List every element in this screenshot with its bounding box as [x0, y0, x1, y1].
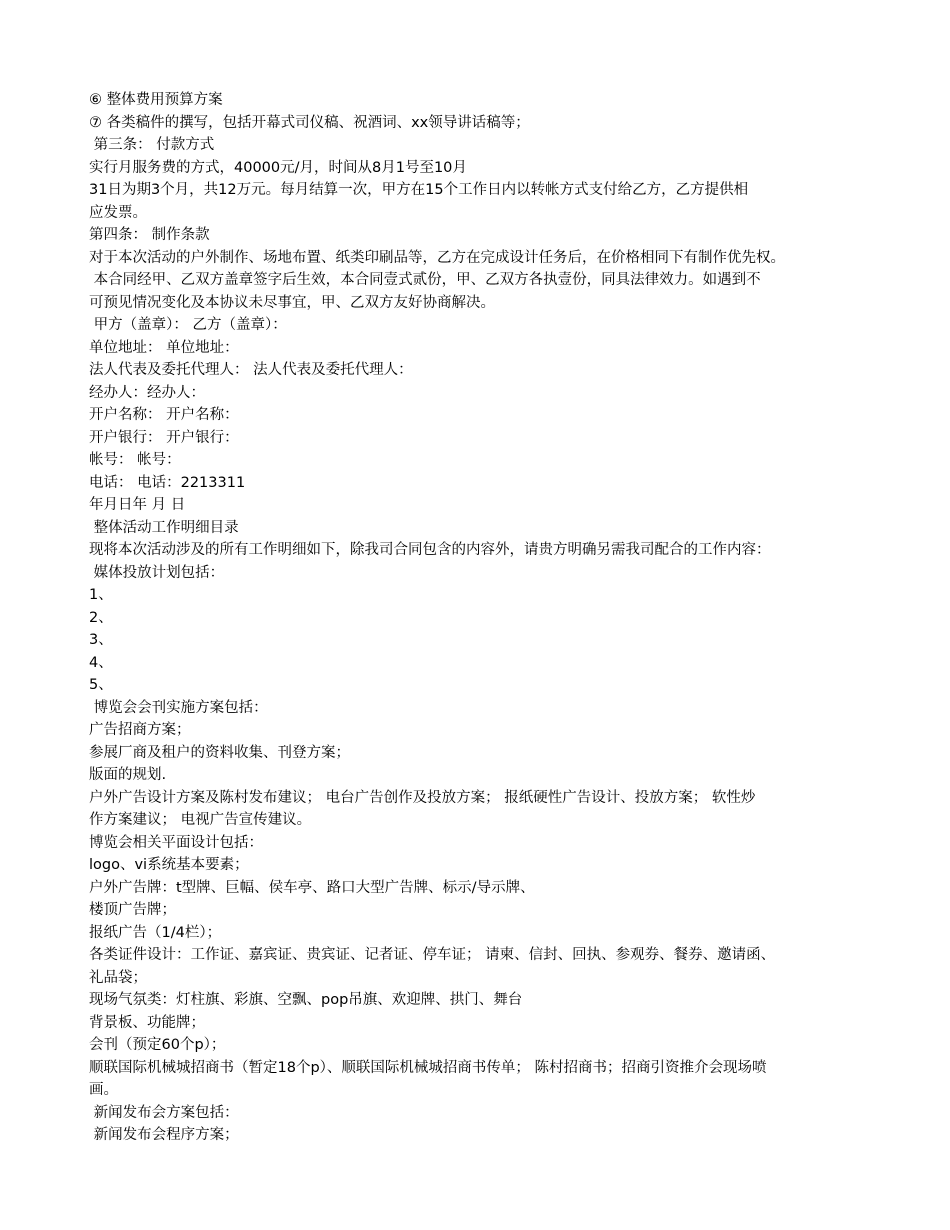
- text-line: 博览会相关平面设计包括：: [89, 834, 263, 851]
- date-line: 年月日年 月 日: [89, 497, 186, 513]
- text-line: 户外广告设计方案及陈村发布建议； 电台广告创作及投放方案； 报纸硬性广告设计、投放方案； 软性炒: [89, 789, 756, 806]
- text-line: 背景板、功能牌；: [89, 1014, 205, 1031]
- list-item: 1、: [89, 587, 113, 603]
- section-heading: 媒体投放计划包括：: [89, 564, 225, 581]
- list-item: 2、: [89, 609, 113, 626]
- text-line: 新闻发布会程序方案；: [89, 1127, 239, 1143]
- text-line: 参展厂商及租户的资料收集、刊登方案；: [89, 744, 350, 761]
- text-line: 应发票。: [89, 204, 147, 221]
- text-line: 版面的规划.: [89, 767, 167, 783]
- list-item: 4、: [89, 654, 113, 671]
- section-heading: 博览会会刊实施方案包括：: [89, 699, 268, 716]
- section-heading: 新闻发布会方案包括：: [89, 1104, 239, 1121]
- document-body: [89, 89, 859, 1147]
- text-line: 现将本次活动涉及的所有工作明细如下，除我司合同包含的内容外，请贵方明确另需我司配合的工作内容：: [89, 542, 771, 558]
- form-field-line: 开户银行： 开户银行：: [89, 429, 239, 446]
- form-field-line: 帐号： 帐号：: [89, 452, 181, 468]
- text-line: ⑥ 整体费用预算方案: [89, 92, 223, 108]
- form-field-line: 经办人：经办人：: [89, 384, 205, 401]
- text-line: ⑦ 各类稿件的撰写，包括开幕式司仪稿、祝酒词、xx领导讲话稿等；: [89, 114, 530, 131]
- section-heading: 整体活动工作明细目录: [89, 519, 239, 536]
- list-item: 5、: [89, 677, 113, 693]
- text-line: 画。: [89, 1082, 118, 1098]
- text-line: 实行月服务费的方式，40000元/月，时间从8月1号至10月: [89, 159, 467, 176]
- text-line: 31日为期3个月，共12万元。每月结算一次，甲方在15个工作日内以转帐方式支付给乙方，乙方提供相: [89, 182, 749, 198]
- text-line: 户外广告牌：t型牌、巨幅、侯车亭、路口大型广告牌、标示/导示牌、: [89, 879, 535, 896]
- text-line: 楼顶广告牌；: [89, 902, 176, 918]
- list-item: 3、: [89, 632, 113, 648]
- text-line: 会刊（预定60个p）；: [89, 1037, 226, 1053]
- text-line: 作方案建议； 电视广告宣传建议。: [89, 812, 312, 828]
- form-field-line: 法人代表及委托代理人： 法人代表及委托代理人：: [89, 362, 413, 378]
- form-field-line: 开户名称： 开户名称：: [89, 407, 239, 423]
- text-line: 礼品袋；: [89, 969, 147, 986]
- section-heading: 第三条： 付款方式: [89, 137, 215, 153]
- text-line: 顺联国际机械城招商书（暂定18个p）、顺联国际机械城招商书传单； 陈村招商书；招商引资推介会现场喷: [89, 1059, 767, 1076]
- text-line: 可预见情况变化及本协议未尽事宜，甲、乙双方友好协商解决。: [89, 294, 495, 311]
- text-line: 各类证件设计：工作证、嘉宾证、贵宾证、记者证、停车证； 请柬、信封、回执、参观券、餐券、邀请函、: [89, 947, 776, 963]
- text-line: logo、vi系统基本要素；: [89, 857, 249, 873]
- text-line: 现场气氛类：灯柱旗、彩旗、空飘、pop吊旗、欢迎牌、拱门、舞台: [89, 992, 523, 1008]
- signature-line: 甲方（盖章）： 乙方（盖章）：: [89, 317, 287, 333]
- form-field-line: 单位地址： 单位地址：: [89, 339, 239, 356]
- text-line: 报纸广告（1/4栏）；: [89, 924, 222, 941]
- form-field-line: 电话： 电话：2213311: [89, 474, 246, 491]
- text-line: 对于本次活动的户外制作、场地布置、纸类印刷品等，乙方在完成设计任务后，在价格相同下有制作优先权。: [89, 249, 785, 266]
- text-line: 广告招商方案；: [89, 722, 191, 738]
- text-line: 本合同经甲、乙双方盖章签字后生效，本合同壹式贰份，甲、乙双方各执壹份，同具法律效力。如遇到不: [89, 272, 761, 288]
- section-heading: 第四条： 制作条款: [89, 227, 210, 243]
